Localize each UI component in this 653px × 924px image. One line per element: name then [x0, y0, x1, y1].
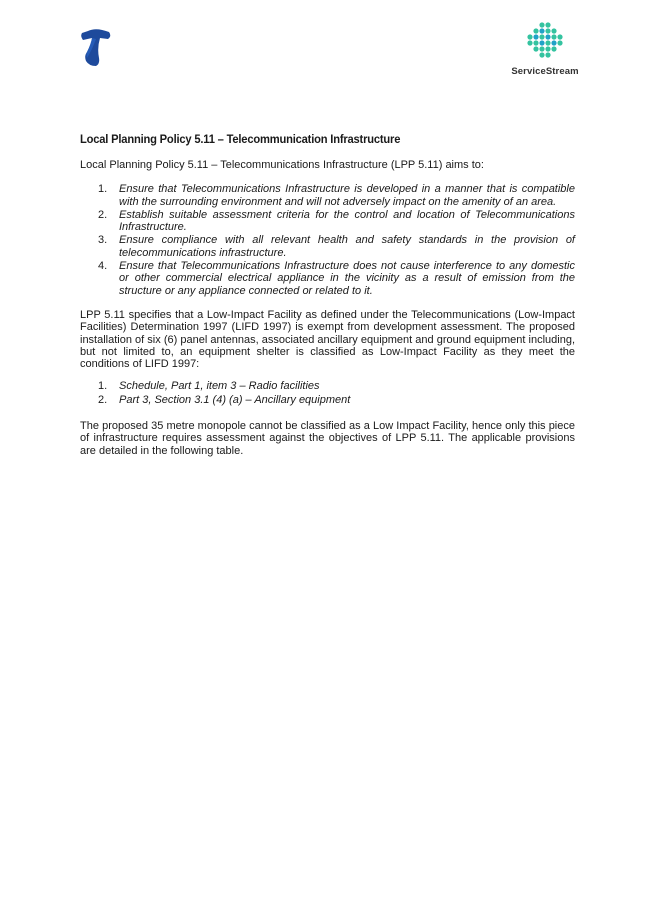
document-body [80, 132, 575, 457]
telstra-logo-icon [79, 28, 113, 68]
list-item-text: Establish suitable assessment criteria for the control and location of Telecommunications Infrastructure. [119, 208, 575, 234]
list-item-text: Part 3, Section 3.1 (4) (a) – Ancillary equipment [119, 393, 351, 406]
list-number: 2. [98, 208, 108, 221]
telstra-logo [79, 28, 113, 68]
intro-paragraph: Local Planning Policy 5.11 – Telecommunications Infrastructure (LPP 5.11) aims to: [80, 159, 484, 171]
list-number: 1. [98, 380, 108, 393]
list-item [80, 183, 575, 208]
aims-list [80, 183, 575, 297]
list-item [80, 380, 575, 392]
list-number: 2. [98, 393, 108, 406]
list-item-text: Ensure that Telecommunications Infrastructure does not cause interference to any domestic or other commercial electrical appliance in the vicinity as a result of emission from the structure or any appliance connected or related to it. [119, 260, 575, 297]
conditions-list [80, 380, 575, 406]
list-item [80, 394, 575, 406]
list-item [80, 234, 575, 259]
list-item-text: Ensure that Telecommunications Infrastructure is developed in a manner that is compatible with the surrounding environment and will not adversely impact on the amenity of an area. [119, 183, 575, 208]
monopole-paragraph: The proposed 35 metre monopole cannot be classified as a Low Impact Facility, hence only this piece of infrastructure requires assessment against the objectives of LPP 5.11. The applicable provisions are detailed in the following table. [80, 420, 575, 457]
list-item-text: Schedule, Part 1, item 3 – Radio facilities [119, 380, 320, 393]
list-item-text: Ensure compliance with all relevant health and safety standards in the provision of telecommunications infrastructure. [119, 234, 575, 259]
servicestream-logo [503, 22, 587, 82]
list-number: 1. [98, 183, 108, 196]
servicestream-dots-icon [527, 22, 563, 58]
list-item [80, 260, 575, 297]
lifd-paragraph: LPP 5.11 specifies that a Low-Impact Facility as defined under the Telecommunications (Low-Impact Facilities) Determination 1997 (LIFD 1997) is exempt from development assessment. The proposed installation of six (6) panel antennas, associated ancillary equipment and ground equipment including, but not limited to, an equipment shelter is classified as Low-Impact Facility as they meet the conditions of LIFD 1997: [80, 308, 575, 371]
list-number: 3. [98, 234, 108, 247]
list-item [80, 209, 575, 234]
servicestream-wordmark: ServiceStream [511, 66, 579, 77]
list-number: 4. [98, 260, 108, 273]
section-heading: Local Planning Policy 5.11 – Telecommunication Infrastructure [80, 132, 401, 146]
